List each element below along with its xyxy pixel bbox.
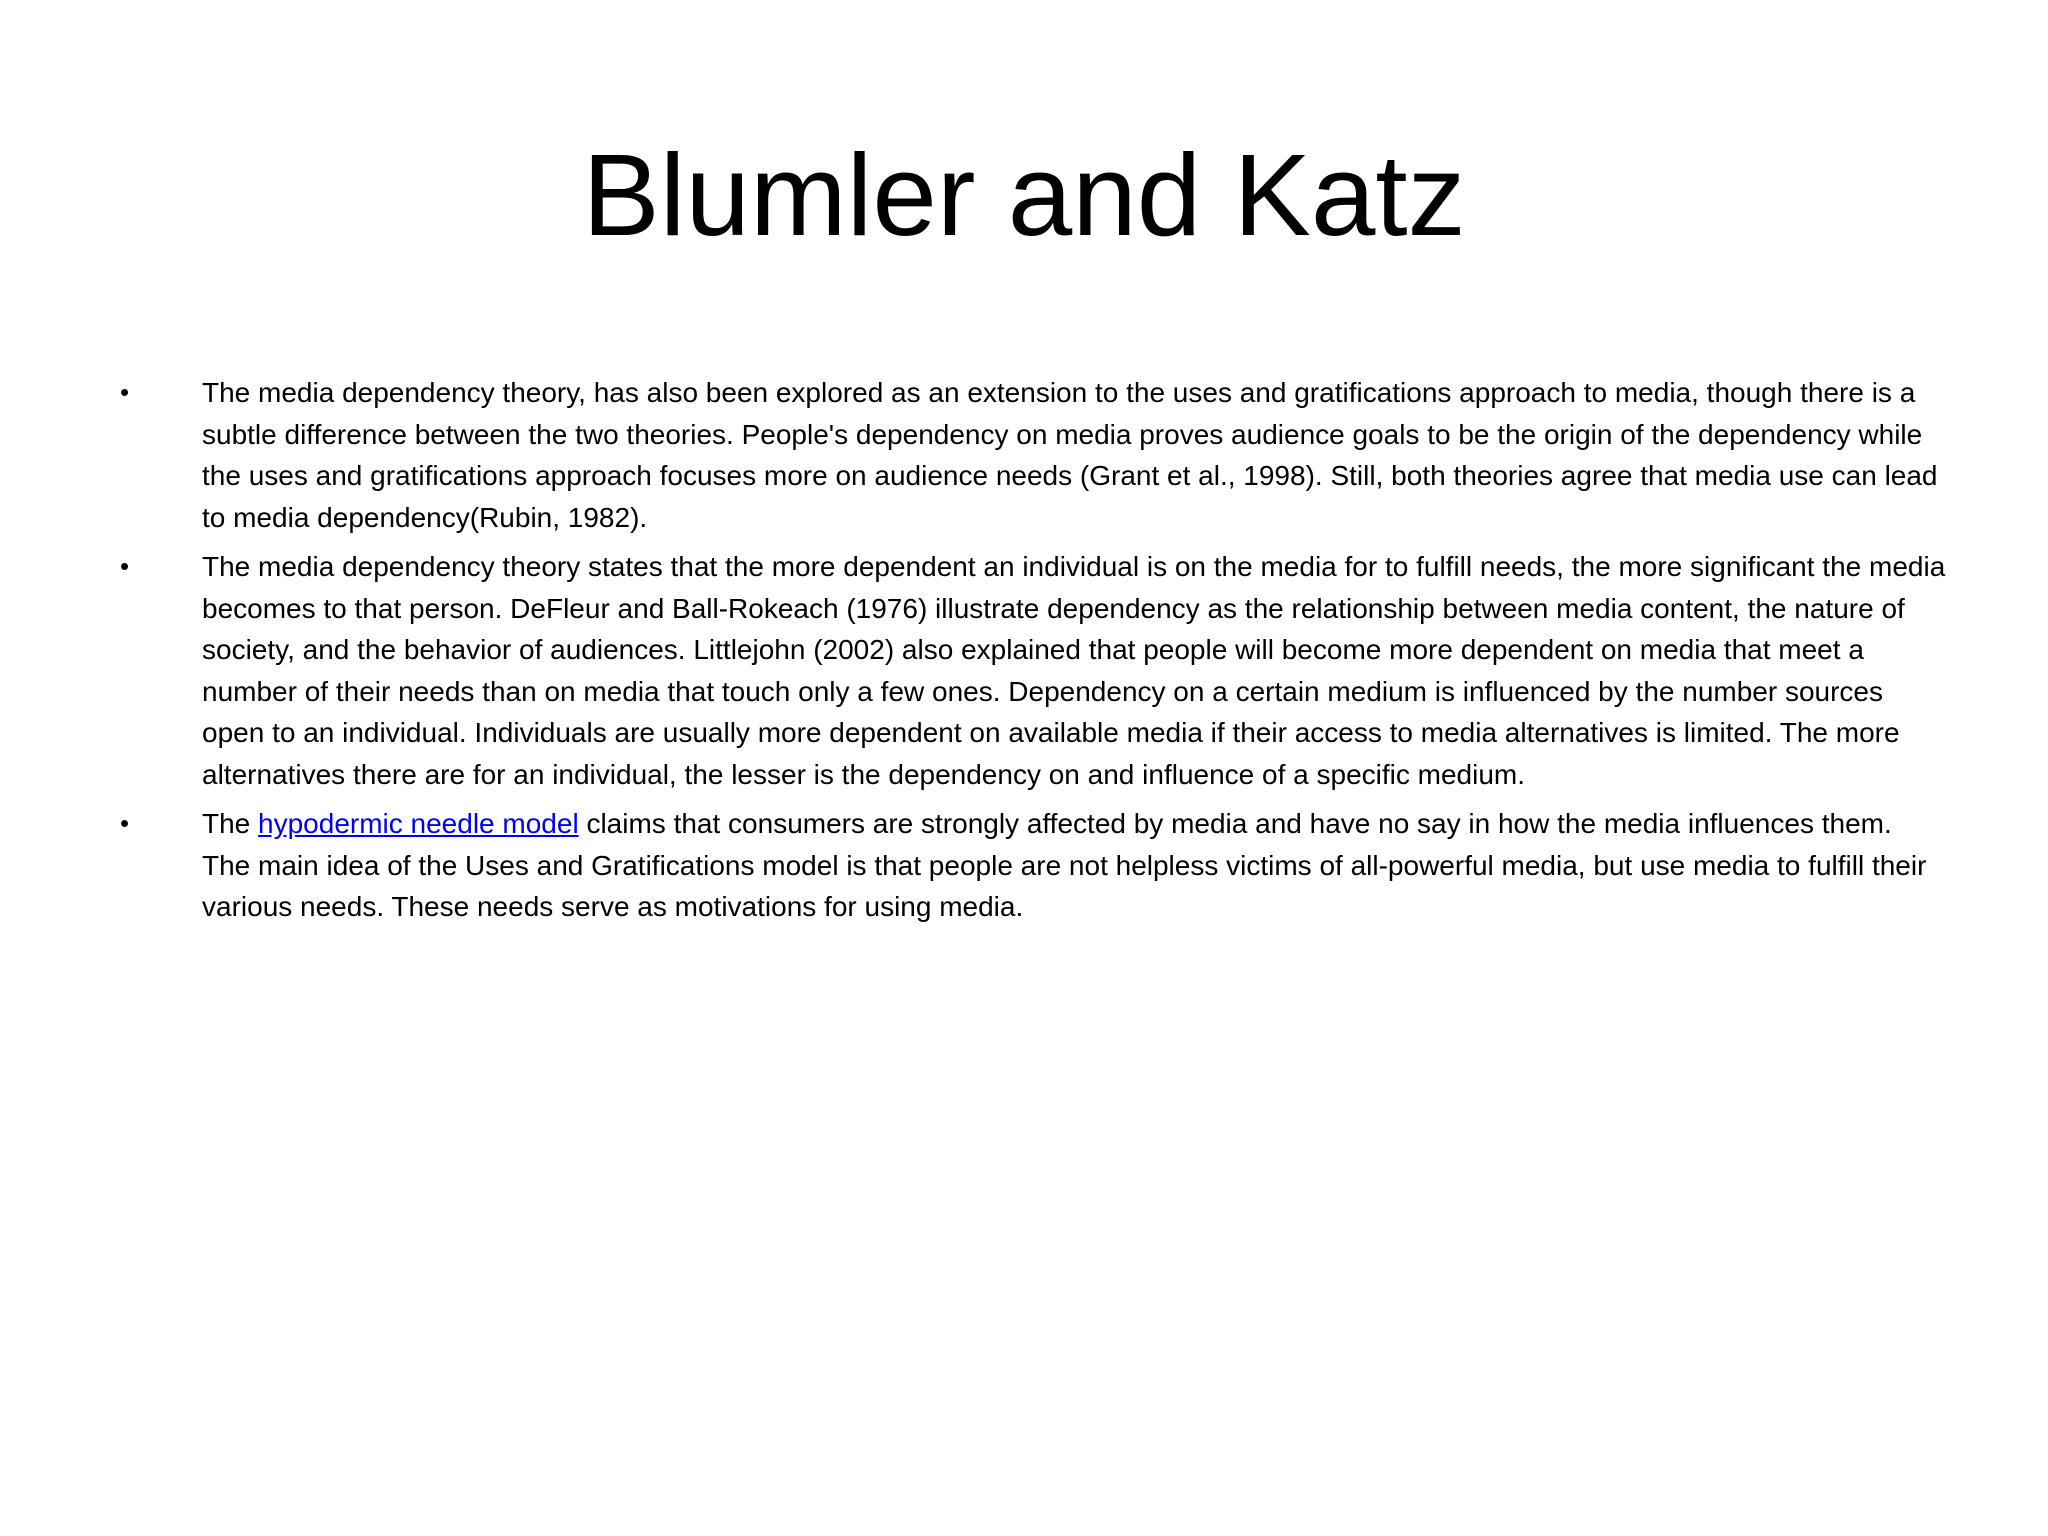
slide-title: Blumler and Katz <box>582 130 1466 260</box>
bullet-icon: • <box>120 808 130 838</box>
bullet-item <box>120 546 1946 795</box>
bullet-text: The media dependency theory states that the more dependent an individual is on the media for to fulfill needs, the more significant the media becomes to that person. DeFleur and Ball-Rokeach (1976) illustrate dependency as the relationship between media content, the nature of society, and the behavior of audiences. Littlejohn (2002) also explained that people will become more dependent on media that meet a number of their needs than on media that touch only a few ones. Dependency on a certain medium is influenced by the number sources open to an individual. Individuals are usually more dependent on available media if their access to media alternatives is limited. The more alternatives there are for an individual, the lesser is the dependency on and influence of a specific medium. <box>202 551 1946 790</box>
bullet-text-end: claims that consumers are strongly affected by media and have no say in how the media influences them. The main idea of the Uses and Gratifications model is that people are not helpless victims of all-powerful media, but use media to fulfill their various needs. These needs serve as motivations for using media. <box>202 808 1927 922</box>
hypodermic-needle-model-link[interactable]: hypodermic needle model <box>258 808 579 839</box>
bullet-icon: • <box>120 551 130 581</box>
bullet-item <box>120 803 1946 928</box>
bullet-item <box>120 372 1946 538</box>
bullet-text: The media dependency theory, has also been explored as an extension to the uses and gratifications approach to media, though there is a subtle difference between the two theories. People's dependency on media proves audience goals to be the origin of the dependency while the uses and gratifications approach focuses more on audience needs (Grant et al., 1998). Still, both theories agree that media use can lead to media dependency(Rubin, 1982). <box>202 377 1938 533</box>
bullet-text-start: The <box>202 808 259 839</box>
bullet-text <box>202 803 1946 928</box>
bullet-list <box>120 372 1946 936</box>
bullet-icon: • <box>120 377 130 407</box>
